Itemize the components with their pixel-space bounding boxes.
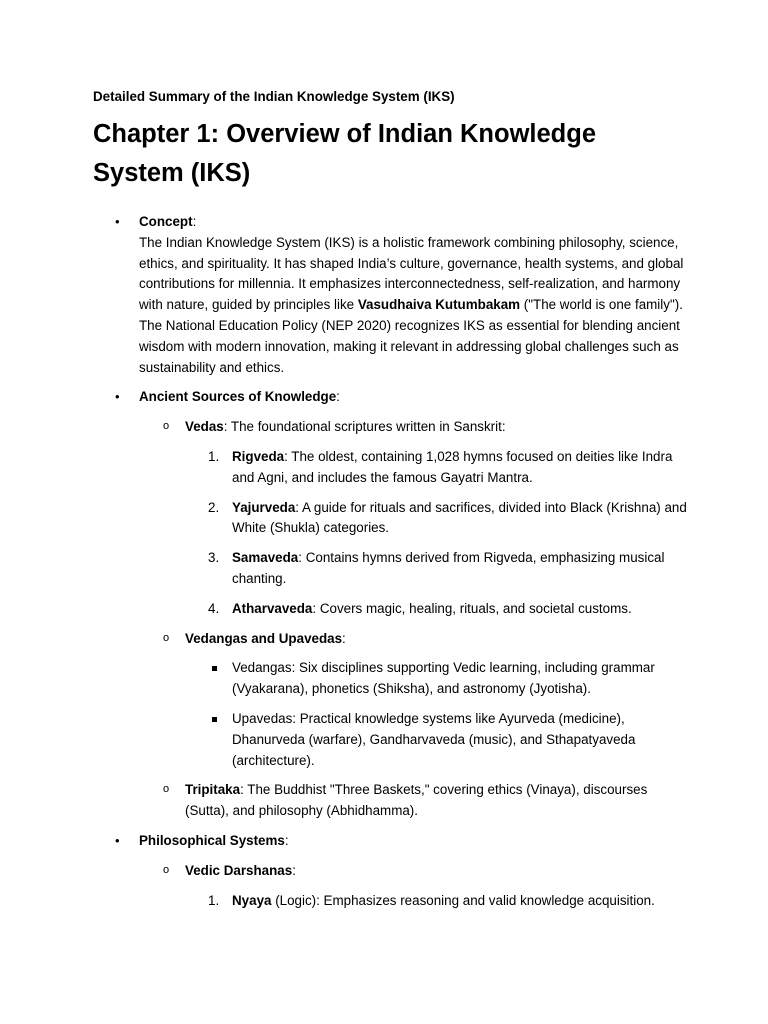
- list-number: 2.: [208, 499, 220, 515]
- concept-section: [93, 212, 688, 378]
- vedangas-upavedas-list: [185, 658, 688, 771]
- vedangas-upavedas-item: [139, 629, 688, 772]
- list-item: Upavedas: Practical knowledge systems like Ayurveda (medicine), Dhanurveda (warfare), Gandharvaveda (music), and Sthapatyaveda (architecture).: [185, 709, 688, 771]
- vedic-darshanas-label: Vedic Darshanas: [185, 862, 293, 878]
- list-item: [185, 548, 688, 590]
- concept-paragraph-1-text-a: The Indian Knowledge System (IKS) is a holistic framework combining philosophy, science, ethics, and spirituality. It has shaped India’s culture, governance, health systems, and global contributions for millennia. It emphasizes interconnectedness, self-realization, and harmony with nature, guided by principles like: [139, 234, 684, 313]
- list-item: [185, 891, 688, 912]
- philosophical-systems-list: [139, 861, 688, 912]
- ancient-sources-colon: :: [336, 389, 340, 405]
- vasudhaiva-kutumbakam-term: Vasudhaiva Kutumbakam: [357, 297, 521, 313]
- veda-name: Samaveda: [232, 550, 299, 566]
- main-bullet-list: [93, 212, 688, 911]
- chapter-title: Chapter 1: Overview of Indian Knowledge System (IKS): [93, 120, 597, 187]
- darshana-description: (Logic): Emphasizes reasoning and valid knowledge acquisition.: [271, 892, 655, 908]
- list-item: [185, 599, 688, 620]
- philosophical-systems-section: [93, 831, 688, 911]
- list-number: 3.: [208, 550, 220, 566]
- veda-description: : A guide for rituals and sacrifices, divided into Black (Krishna) and White (Shukla) categories.: [232, 499, 687, 536]
- veda-description: : Contains hymns derived from Rigveda, emphasizing musical chanting.: [232, 550, 665, 586]
- vedic-darshanas-item: [139, 861, 688, 912]
- tripitaka-item: [139, 780, 688, 822]
- vedas-item: [139, 417, 688, 619]
- list-item: [185, 498, 688, 540]
- list-item: [185, 447, 688, 489]
- veda-name: Rigveda: [232, 448, 285, 464]
- darshanas-numbered-list: [185, 891, 688, 912]
- ancient-sources-section: [93, 387, 688, 822]
- vedas-numbered-list: [185, 447, 688, 620]
- vedas-label: Vedas: [185, 419, 224, 435]
- darshana-name: Nyaya: [232, 892, 272, 908]
- tripitaka-label: Tripitaka: [185, 782, 241, 798]
- vedic-darshanas-colon: :: [292, 862, 296, 878]
- veda-description: : Covers magic, healing, rituals, and societal customs.: [312, 600, 632, 616]
- veda-description: : The oldest, containing 1,028 hymns focused on deities like Indra and Agni, and includes the famous Gayatri Mantra.: [232, 448, 673, 485]
- veda-name: Yajurveda: [232, 499, 296, 515]
- concept-colon: :: [192, 214, 197, 229]
- list-number: 4.: [208, 600, 220, 616]
- concept-paragraph-1: [139, 233, 688, 316]
- vedangas-upavedas-label: Vedangas and Upavedas: [185, 630, 343, 646]
- concept-paragraph-2: The National Education Policy (NEP 2020) recognizes IKS as essential for blending ancient wisdom with modern innovation, making it relevant in addressing global challenges such as sustainability and ethics.: [139, 317, 680, 375]
- philosophical-systems-colon: :: [284, 832, 289, 848]
- list-item: Vedangas: Six disciplines supporting Vedic learning, including grammar (Vyakarana), phonetics (Shiksha), and astronomy (Jyotisha).: [185, 658, 688, 700]
- vedangas-upavedas-colon: :: [342, 630, 346, 646]
- concept-paragraph-1-text-b: ("The world is one family").: [520, 297, 683, 313]
- vedas-text: : The foundational scriptures written in Sanskrit:: [223, 419, 506, 435]
- tripitaka-text: : The Buddhist "Three Baskets," covering ethics (Vinaya), discourses (Sutta), and philosophy (Abhidhamma).: [185, 782, 648, 819]
- list-number: 1.: [208, 892, 220, 908]
- list-number: 1.: [208, 448, 220, 464]
- document-subtitle: Detailed Summary of the Indian Knowledge System (IKS): [93, 89, 455, 104]
- ancient-sources-label: Ancient Sources of Knowledge: [139, 389, 337, 405]
- concept-label: Concept: [139, 214, 193, 229]
- veda-name: Atharvaveda: [232, 600, 313, 616]
- ancient-sources-list: [139, 417, 688, 822]
- philosophical-systems-label: Philosophical Systems: [139, 832, 285, 848]
